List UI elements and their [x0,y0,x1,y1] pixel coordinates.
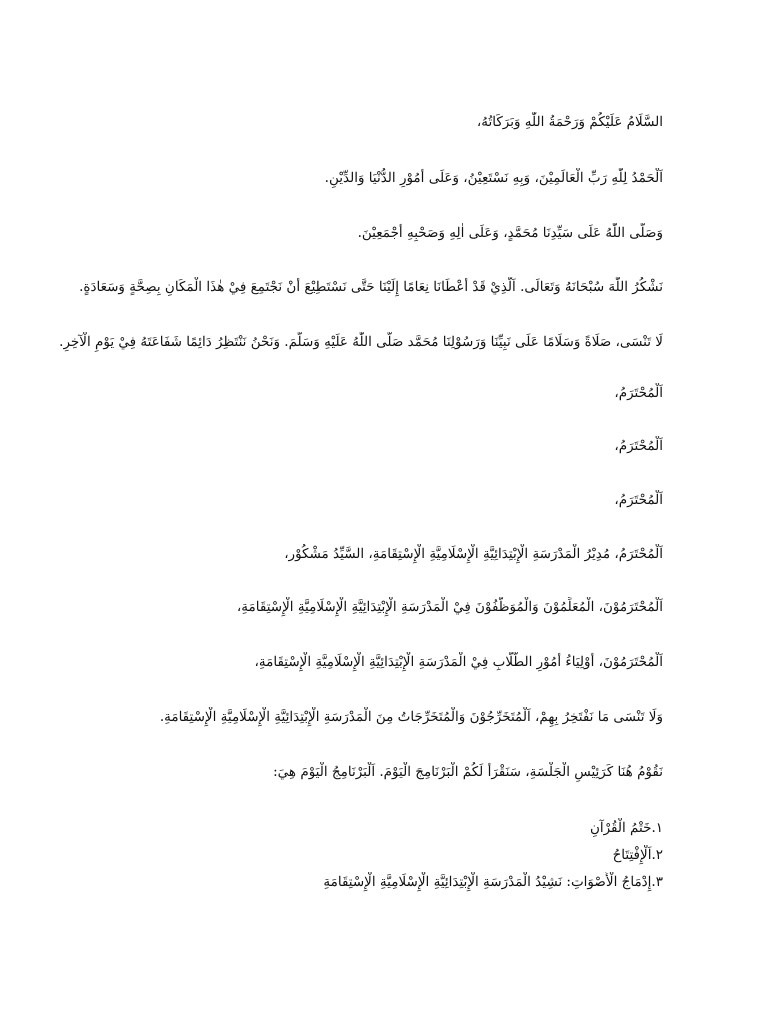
greeting-line: السَّلَامُ عَلَيْكُمْ وَرَحْمَةُ اللّٰهِ وَبَرَكَاتُهُ، [476,114,663,130]
hamdalah-line: اَلْحَمْدُ لِلّٰهِ رَبِّ الْعَالَمِيْنَ، وَبِهِ نَسْتَعِيْنُ، وَعَلَى أُمُوْرِ الدُّنْيَا وَالدِّيْنِ. [324,170,663,186]
graduates-line: وَلَا تَنْسَى مَا نَفْتَخِرُ بِهِمْ، اَلْمُتَخَرِّجُوْنَ وَالْمُتَخَرِّجَاتُ مِنَ الْمَدْرَسَةِ الْإِبْتِدَائِيَّةِ الْإِسْلَامِيَّةِ الْإِسْتِقَامَةِ. [159,709,663,725]
salawat-line: وَصَلَّى اللّٰهُ عَلَى سَيِّدِنَا مُحَمَّدٍ، وَعَلَى اٰلِهِ وَصَحْبِهِ أَجْمَعِيْنَ. [357,225,663,241]
program-intro-line: نَقُوْمُ هُنَا كَرَئِيْسِ الْجَلْسَةِ، سَنَقْرَأُ لَكُمْ الْبَرْنَامِجَ الْيَوْمَ. اَلْبَرْنَامِجُ الْيَوْمَ هِيَ: [273,764,663,780]
gratitude-line: نَشْكُرُ اللّٰهَ سُبْحَانَهُ وَتَعَالَى. اَلَّذِيْ قَدْ أَعْطَانَا نِعَامًا إِلَيْنَا حَتَّى نَسْتَطِيْعَ أَنْ نَجْتَمِعَ فِيْ هٰذَا الْمَكَانِ بِصِحَّةٍ وَسَعَادَةٍ. [79,279,663,295]
prophet-line: لَا تَنْسَى، صَلَاةً وَسَلَامًا عَلَى نَبِيِّنَا وَرَسُوْلِنَا مُحَمَّد صَلَّى اللّٰهُ عَلَيْهِ وَسَلَّمَ. وَنَحْنُ نَنْتَظِرُ دَائِمًا شَفَاعَتَهُ فِيْ يَوْمِ الْآخِرِ. [59,334,663,350]
honored-line-1: اَلْمُحْتَرَمُ، [614,385,663,401]
program-item-2: ٢.اَلْإِفْتِتَاحُ [612,847,663,863]
parents-line: اَلْمُحْتَرَمُوْنَ، أَوْلِيَاءُ أُمُوْرِ الطُّلَّابِ فِيْ الْمَدْرَسَةِ الْإِبْتِدَائِيَّةِ الْإِسْلَامِيَّةِ الْإِسْتِقَامَةِ، [254,654,663,670]
program-item-3: ٣.إِدْمَاجُ الْأَصْوَاتِ: نَشِيْدُ الْمَدْرَسَةِ الْإِبْتِدَائِيَّةِ الْإِسْلَامِيَّةِ الْإِسْتِقَامَةِ [323,874,663,890]
principal-line: اَلْمُحْتَرَمُ، مُدِيْرُ الْمَدْرَسَةِ الْإِبْتِدَائِيَّةِ الْإِسْلَامِيَّةِ الْإِسْتِقَامَةِ، السَّيِّدُ مَشْكُوْر، [284,546,663,562]
honored-line-3: اَلْمُحْتَرَمُ، [614,492,663,508]
teachers-line: اَلْمُحْتَرَمُوْنَ، الْمُعَلِّمُوْنَ وَالْمُوَظَّفُوْنَ فِيْ الْمَدْرَسَةِ الْإِبْتِدَائِيَّةِ الْإِسْلَامِيَّةِ الْإِسْتِقَامَةِ، [236,599,663,615]
program-item-1: ١.خَتْمُ الْقُرْآنِ [589,820,663,836]
honored-line-2: اَلْمُحْتَرَمُ، [614,438,663,454]
